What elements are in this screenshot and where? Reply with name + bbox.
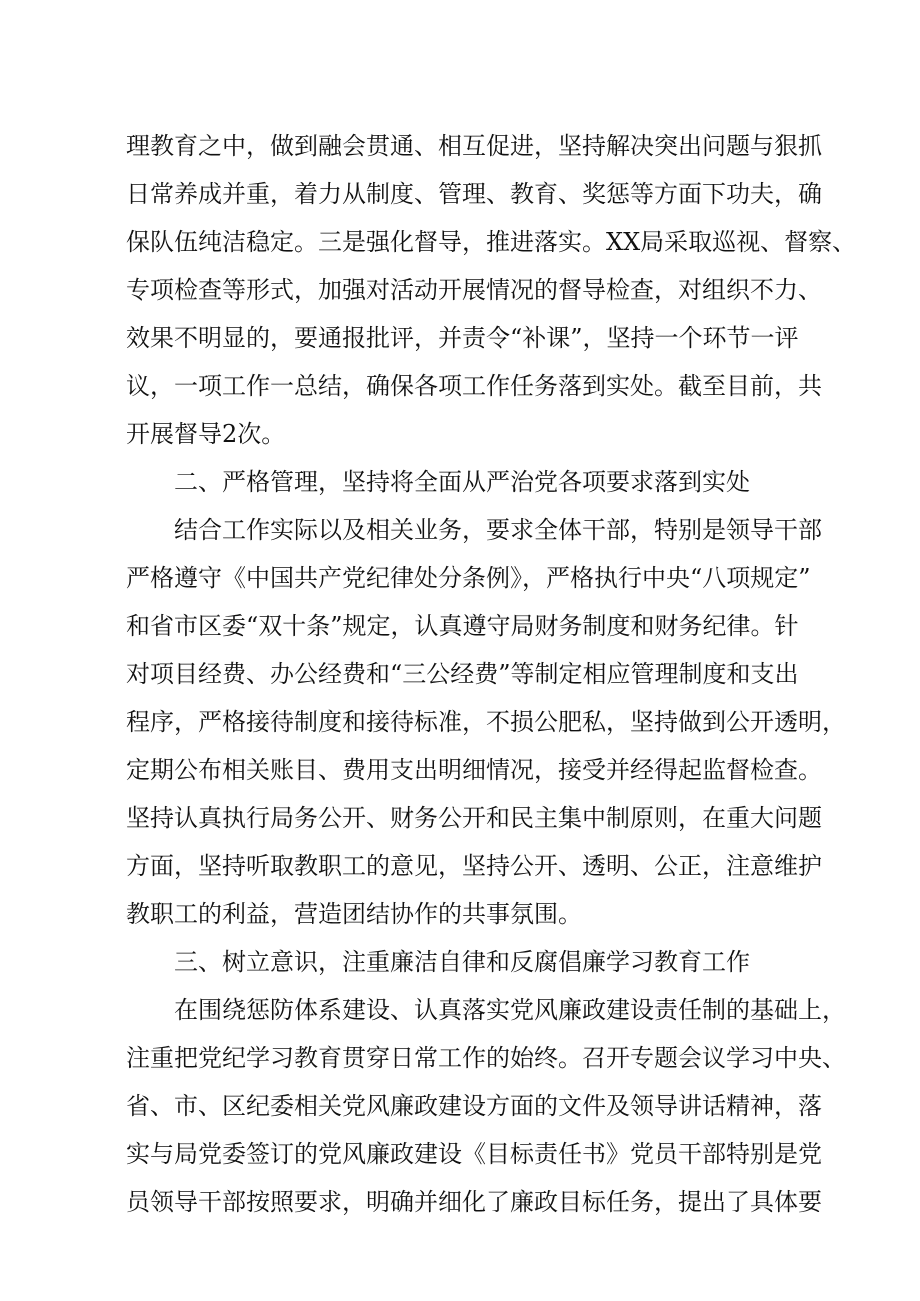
body-text-line: 效果不明显的，要通报批评，并责令“补课”，坚持一个环节一评 — [126, 324, 799, 352]
body-text-line: 专项检查等形式，加强对活动开展情况的督导检查，对组织不力、 — [126, 276, 822, 304]
section-heading-3: 三、树立意识，注重廉洁自律和反腐倡廉学习教育工作 — [174, 948, 750, 976]
body-text-line: 开展督导2次。 — [126, 420, 286, 448]
body-text-line: 议，一项工作一总结，确保各项工作任务落到实处。截至目前，共 — [126, 372, 822, 400]
body-text-line: 定期公布相关账目、费用支出明细情况，接受并经得起监督检查。 — [126, 756, 822, 784]
body-text-line: 理教育之中，做到融会贯通、相互促进，坚持解决突出问题与狠抓 — [126, 132, 822, 160]
body-text-line: 对项目经费、办公经费和“三公经费”等制定相应管理制度和支出 — [126, 660, 799, 688]
body-text-line: 注重把党纪学习教育贯穿日常工作的始终。召开专题会议学习中央、 — [126, 1044, 846, 1072]
body-text-line: 省、市、区纪委相关党风廉政建设方面的文件及领导讲话精神，落 — [126, 1092, 822, 1120]
body-text-line: 教职工的利益，营造团结协作的共事氛围。 — [126, 900, 582, 928]
body-text-line: 在围绕惩防体系建设、认真落实党风廉政建设责任制的基础上， — [174, 996, 846, 1024]
body-text-line: 和省市区委“双十条”规定，认真遵守局财务制度和财务纪律。针 — [126, 612, 799, 640]
body-text-line: 员领导干部按照要求，明确并细化了廉政目标任务，提出了具体要 — [126, 1188, 822, 1216]
body-text-line: 方面，坚持听取教职工的意见，坚持公开、透明、公正，注意维护 — [126, 852, 822, 880]
body-text-line: 严格遵守《中国共产党纪律处分条例》，严格执行中央“八项规定” — [126, 564, 811, 592]
body-text-line: 日常养成并重，着力从制度、管理、教育、奖惩等方面下功夫，确 — [126, 180, 822, 208]
body-text-line: 结合工作实际以及相关业务，要求全体干部，特别是领导干部 — [174, 516, 822, 544]
body-text-line: 坚持认真执行局务公开、财务公开和民主集中制原则，在重大问题 — [126, 804, 822, 832]
body-text-line: 保队伍纯洁稳定。三是强化督导，推进落实。XX局采取巡视、督察、 — [126, 228, 857, 256]
body-text-line: 实与局党委签订的党风廉政建设《目标责任书》党员干部特别是党 — [126, 1140, 822, 1168]
body-text-line: 程序，严格接待制度和接待标准，不损公肥私，坚持做到公开透明， — [126, 708, 846, 736]
section-heading-2: 二、严格管理，坚持将全面从严治党各项要求落到实处 — [174, 468, 750, 496]
